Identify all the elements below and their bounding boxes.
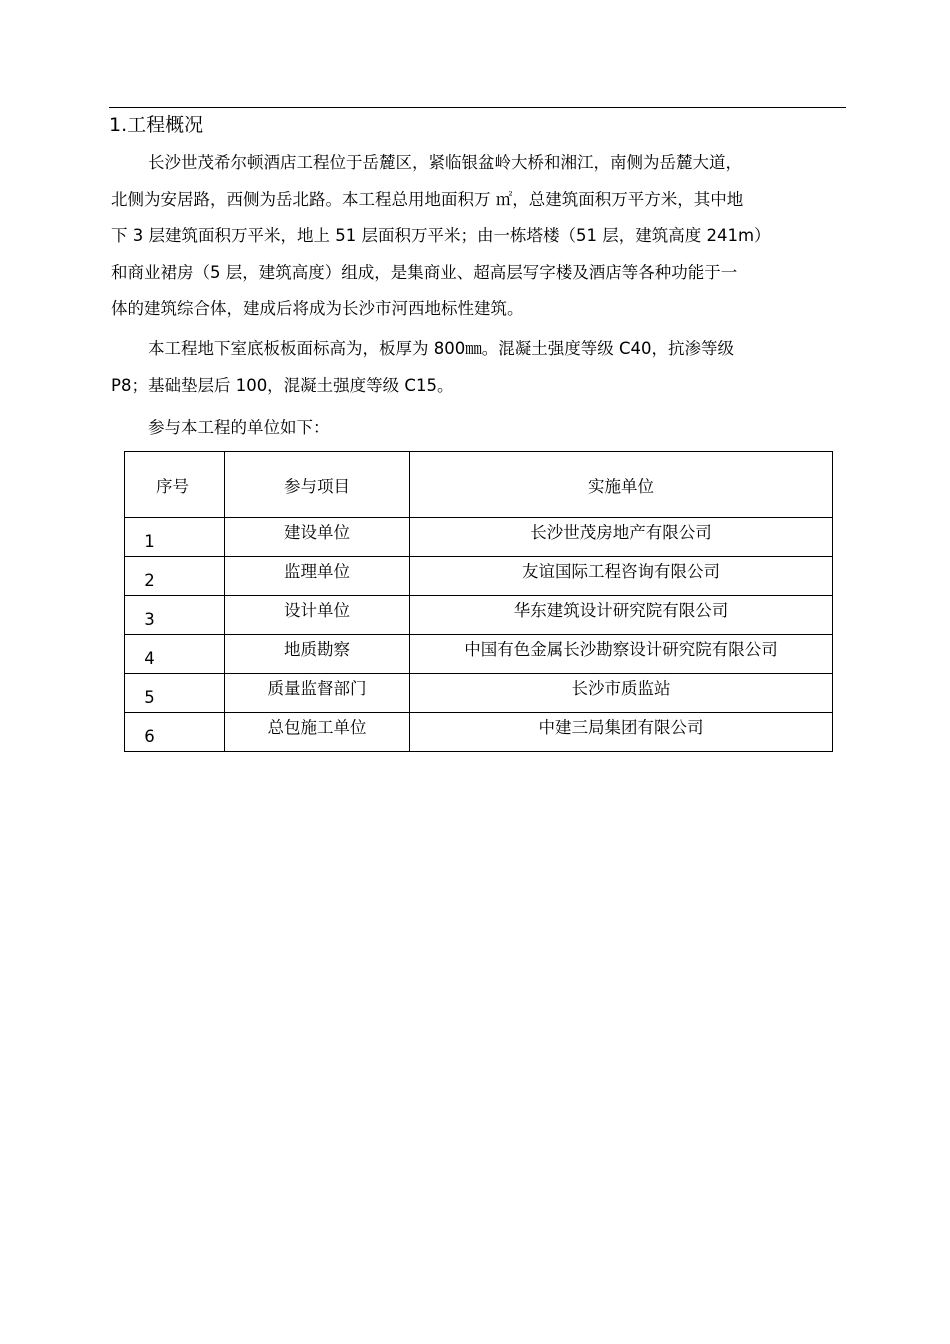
table-row	[125, 713, 833, 752]
participants-intro: 参与本工程的单位如下：	[148, 418, 330, 437]
header-role: 参与项目	[225, 452, 410, 518]
paragraph-line: 长沙世茂希尔顿酒店工程位于岳麓区，紧临银盆岭大桥和湘江，南侧为岳麓大道，	[148, 153, 742, 172]
paragraph-line: 和商业裙房（5 层，建筑高度）组成，是集商业、超高层写字楼及酒店等各种功能于一	[111, 262, 738, 282]
paragraph-line: 下 3 层建筑面积万平米，地上 51 层面积万平米；由一栋塔楼（51 层，建筑高度 241m）	[111, 226, 771, 246]
header-rule	[109, 107, 846, 108]
participants-table	[124, 451, 833, 752]
row-role: 设计单位	[225, 596, 410, 635]
table-row	[125, 518, 833, 557]
header-number: 序号	[125, 452, 225, 518]
row-role: 地质勘察	[225, 635, 410, 674]
row-role: 建设单位	[225, 518, 410, 557]
row-number: 5	[125, 674, 225, 713]
paragraph-line: P8；基础垫层后 100，混凝土强度等级 C15。	[111, 375, 454, 395]
project-overview-paragraph	[111, 145, 841, 328]
row-organization: 华东建筑设计研究院有限公司	[410, 596, 833, 635]
table-row	[125, 596, 833, 635]
table-row	[125, 635, 833, 674]
table-header-row	[125, 452, 833, 518]
row-number: 2	[125, 557, 225, 596]
paragraph-line: 体的建筑综合体，建成后将成为长沙市河西地标性建筑。	[111, 299, 524, 319]
row-organization: 长沙市质监站	[410, 674, 833, 713]
paragraph-line: 本工程地下室底板板面标高为，板厚为 800㎜。混凝土强度等级 C40，抗渗等级	[148, 339, 734, 358]
row-number: 6	[125, 713, 225, 752]
table-row	[125, 674, 833, 713]
row-number: 4	[125, 635, 225, 674]
table-row	[125, 557, 833, 596]
row-organization: 中建三局集团有限公司	[410, 713, 833, 752]
row-number: 3	[125, 596, 225, 635]
basement-slab-paragraph	[111, 331, 841, 404]
paragraph-line: 北侧为安居路，西侧为岳北路。本工程总用地面积万 ㎡，总建筑面积万平方米，其中地	[111, 189, 744, 209]
row-number: 1	[125, 518, 225, 557]
row-role: 监理单位	[225, 557, 410, 596]
row-role: 质量监督部门	[225, 674, 410, 713]
section-heading: 1.工程概况	[109, 114, 204, 136]
row-organization: 友谊国际工程咨询有限公司	[410, 557, 833, 596]
row-role: 总包施工单位	[225, 713, 410, 752]
header-organization: 实施单位	[410, 452, 833, 518]
row-organization: 中国有色金属长沙勘察设计研究院有限公司	[410, 635, 833, 674]
row-organization: 长沙世茂房地产有限公司	[410, 518, 833, 557]
